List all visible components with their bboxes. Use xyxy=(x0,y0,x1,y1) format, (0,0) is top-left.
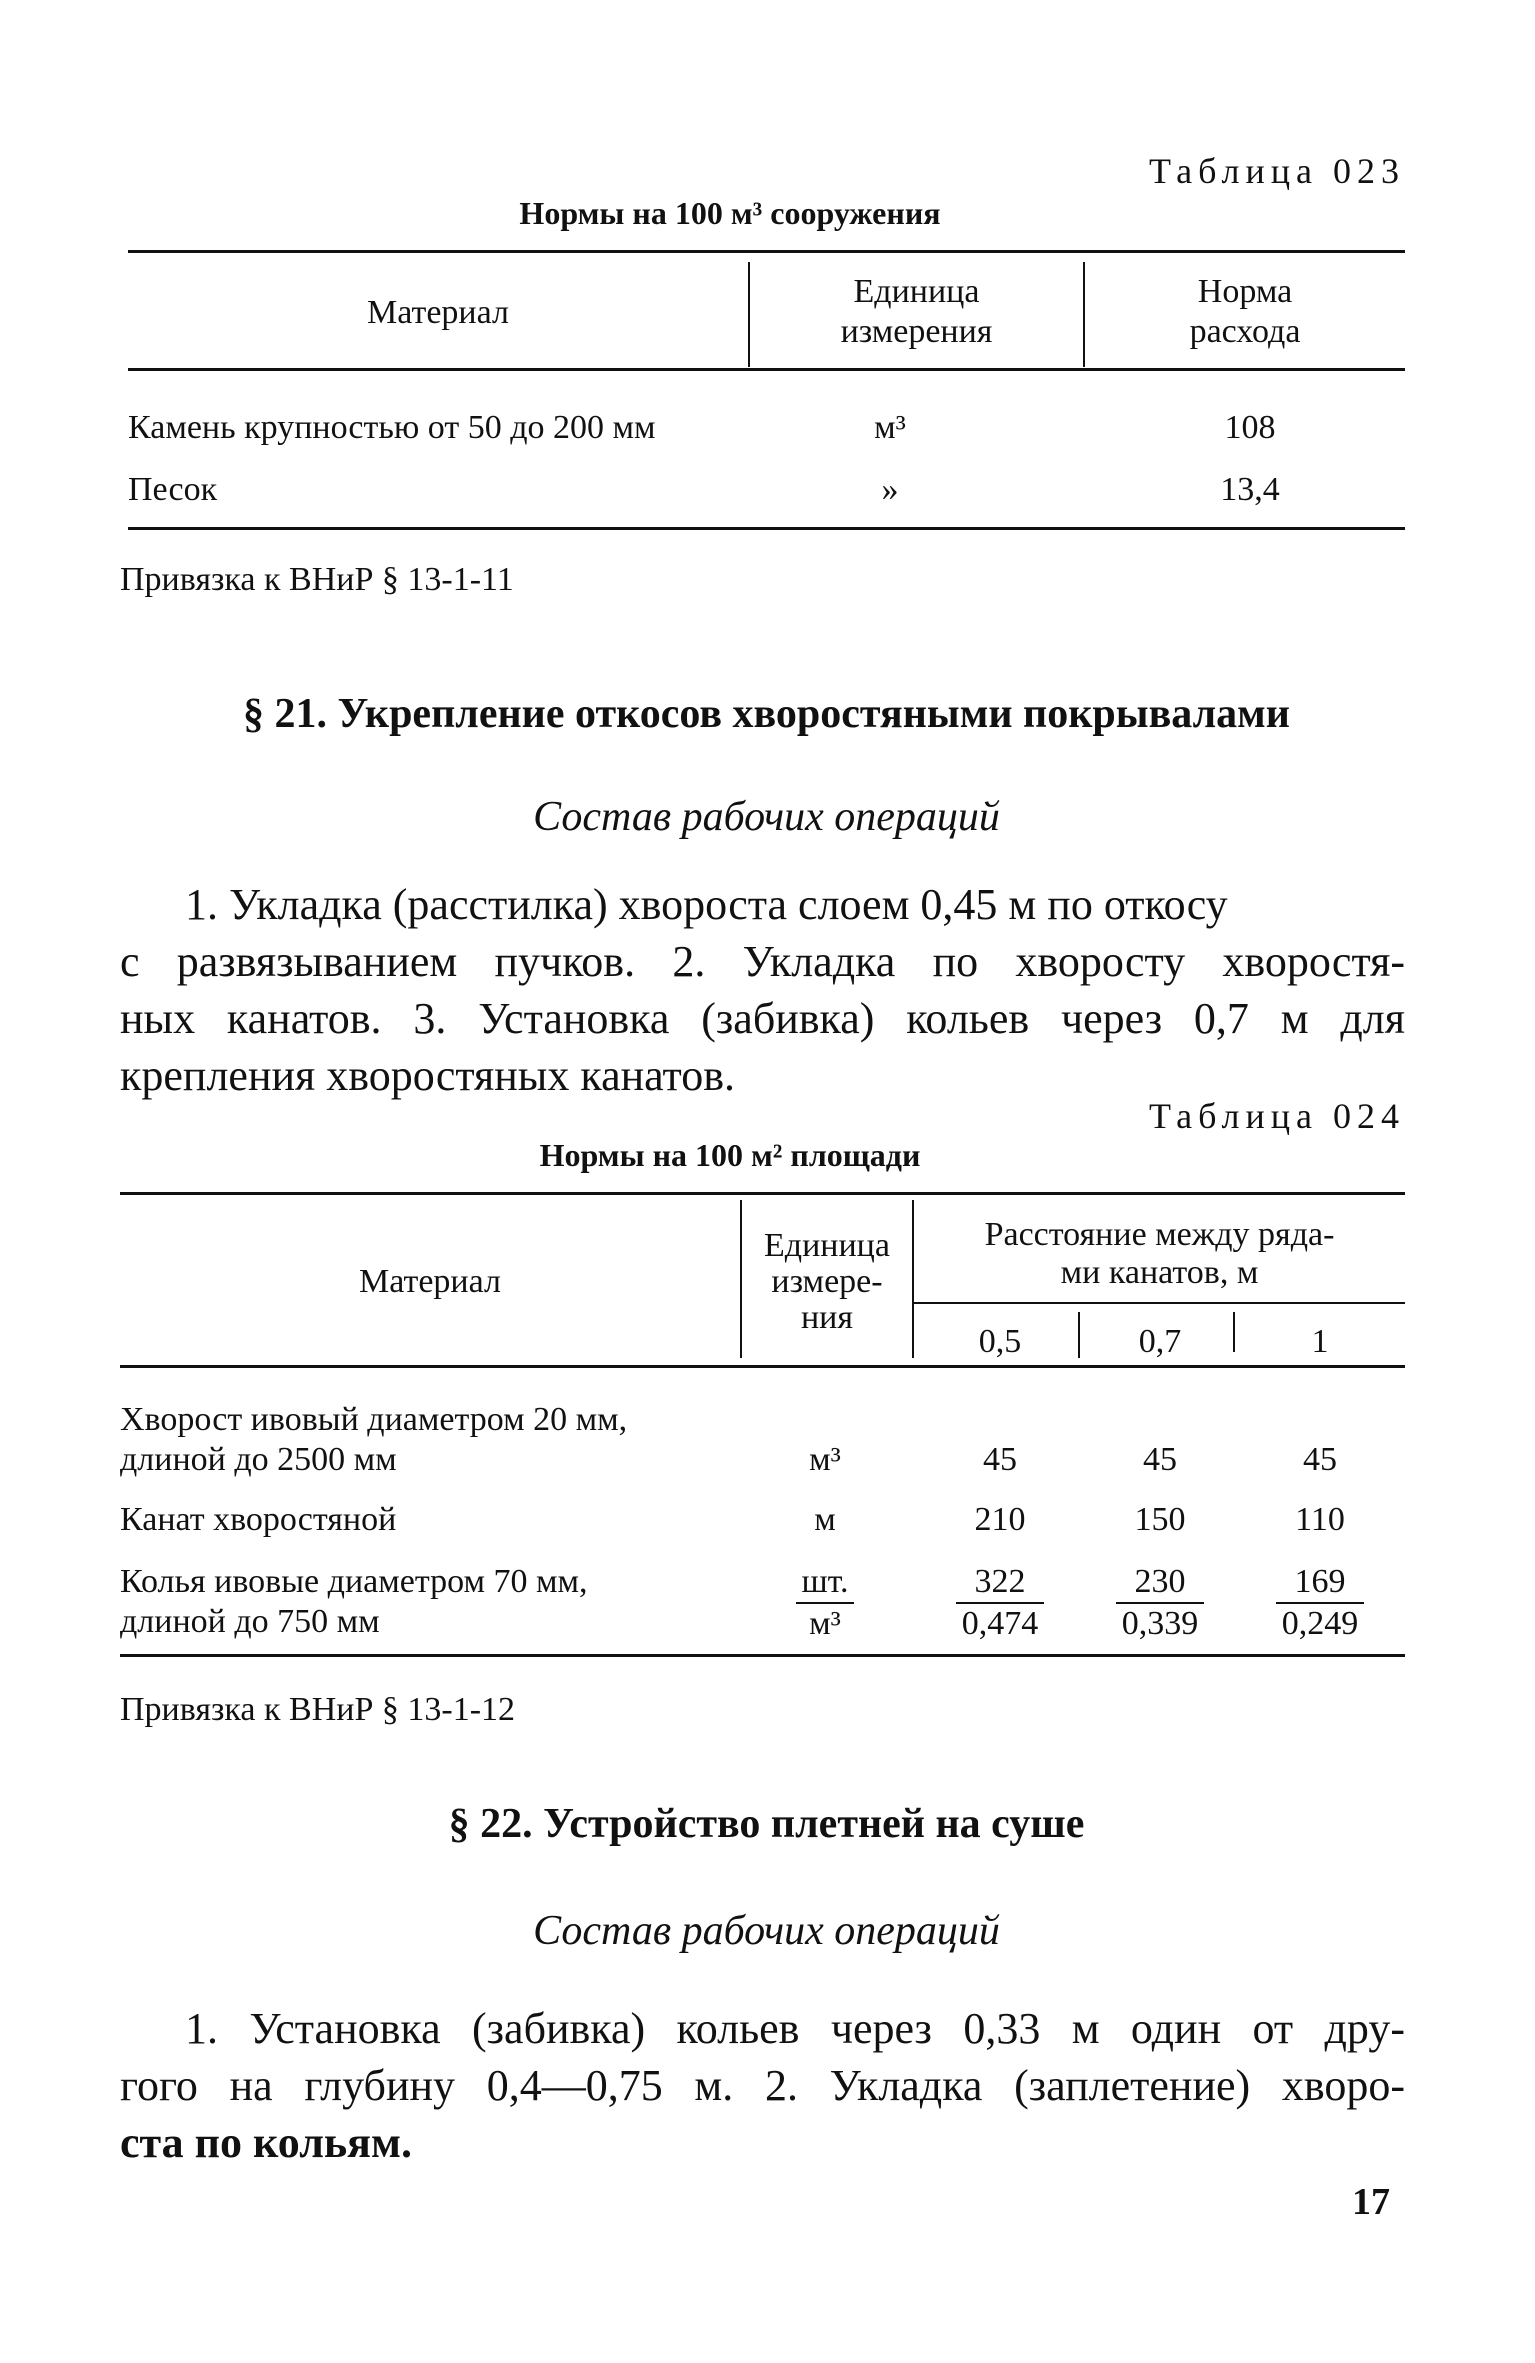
table-cell-value: 45 xyxy=(1143,1441,1177,1478)
fraction-denominator: 0,249 xyxy=(1281,1605,1359,1642)
table-024-reference: Привязка к ВНиР § 13-1-12 xyxy=(120,1691,516,1728)
table-024-label: Таблица 024 xyxy=(1149,1096,1405,1136)
table-cell-norm: 108 xyxy=(1224,409,1276,446)
table-024-header-distance xyxy=(914,1216,1405,1292)
fraction-numerator: 169 xyxy=(1276,1562,1365,1604)
table-024-bottom-rule xyxy=(120,1654,1405,1657)
table-024-subheader-rule xyxy=(914,1302,1405,1304)
row-material-line: длиной до 2500 мм xyxy=(120,1441,397,1478)
header-unit-line-3: ния xyxy=(800,1299,854,1336)
table-row xyxy=(120,1400,760,1480)
section-21-title: § 21. Укрепление откосов хворостяными покрывалами xyxy=(243,691,1290,737)
table-023-top-rule xyxy=(128,250,1405,253)
table-cell-value: 110 xyxy=(1295,1501,1345,1538)
paragraph-line: с развязыванием пучков. 2. Укладка по хворосту хворостя- xyxy=(120,937,1405,986)
table-024-caption: Нормы на 100 м² площади xyxy=(539,1137,921,1173)
table-024-col-07: 0,7 xyxy=(1138,1323,1182,1360)
table-cell-norm: 13,4 xyxy=(1220,471,1280,508)
header-unit-line-1: Единица xyxy=(853,273,980,310)
table-row: Канат хворостяной xyxy=(120,1501,397,1538)
table-cell-unit-fraction xyxy=(770,1562,880,1644)
table-cell-value: 45 xyxy=(983,1441,1017,1478)
table-023-reference: Привязка к ВНиР § 13-1-11 xyxy=(120,561,514,598)
table-cell-value-fraction xyxy=(920,1562,1080,1644)
table-023-header-rule xyxy=(128,368,1405,371)
table-024-col-05: 0,5 xyxy=(978,1323,1022,1360)
table-cell-unit: м³ xyxy=(809,1441,841,1478)
row-material-line: Хворост ивовый диаметром 20 мм, xyxy=(120,1401,628,1438)
paragraph-line: ных канатов. 3. Установка (забивка) кольев через 0,7 м для xyxy=(120,994,1405,1043)
fraction-denominator: 0,339 xyxy=(1121,1605,1199,1642)
section-22-paragraph xyxy=(120,2000,1405,2171)
row-material-line: длиной до 750 мм xyxy=(120,1603,380,1640)
table-cell-value-fraction xyxy=(1240,1562,1400,1644)
table-024-subcol-divider-2 xyxy=(1233,1312,1235,1352)
fraction-numerator: шт. xyxy=(796,1562,855,1604)
row-material-line: Колья ивовые диаметром 70 мм, xyxy=(120,1563,588,1600)
fraction-numerator: 322 xyxy=(956,1562,1045,1604)
paragraph-line: ста по кольям. xyxy=(120,2118,412,2167)
table-024-top-rule xyxy=(120,1192,1405,1195)
section-21-paragraph xyxy=(120,876,1405,1104)
fraction-denominator: 0,474 xyxy=(961,1605,1039,1642)
fraction-numerator: 230 xyxy=(1116,1562,1205,1604)
table-023-label: Таблица 023 xyxy=(1149,151,1405,191)
header-norm-line-1: Норма xyxy=(1197,273,1293,310)
table-cell-unit: м³ xyxy=(874,409,906,446)
table-024-col-1: 1 xyxy=(1311,1323,1329,1360)
paragraph-line: 1. Укладка (расстилка) хвороста слоем 0,45 м по откосу xyxy=(185,880,1228,929)
table-024-header-unit xyxy=(742,1228,912,1336)
table-row xyxy=(120,1562,760,1642)
table-cell-value: 150 xyxy=(1134,1501,1186,1538)
table-cell-unit: м xyxy=(814,1501,836,1538)
header-distance-line-1: Расстояние между ряда- xyxy=(984,1216,1335,1253)
table-024-header-material: Материал xyxy=(359,1263,501,1300)
table-024-header-rule xyxy=(120,1365,1405,1368)
table-cell-value: 210 xyxy=(974,1501,1026,1538)
table-023-header-norm xyxy=(1085,272,1405,352)
paragraph-line: гого на глубину 0,4—0,75 м. 2. Укладка (заплетение) хворо- xyxy=(120,2061,1405,2110)
section-22-title: § 22. Устройство плетней на суше xyxy=(448,1801,1085,1847)
paragraph-line: крепления хворостяных канатов. xyxy=(120,1051,735,1100)
table-cell-unit: » xyxy=(881,471,899,508)
table-024-subcol-divider-1 xyxy=(1078,1312,1080,1358)
header-unit-line-2: измере- xyxy=(771,1263,883,1300)
fraction-denominator: м³ xyxy=(809,1605,841,1642)
table-cell-value: 45 xyxy=(1303,1441,1337,1478)
table-023-header-material: Материал xyxy=(367,294,509,331)
header-norm-line-2: расхода xyxy=(1189,313,1301,350)
table-row: Камень крупностью от 50 до 200 мм xyxy=(128,409,656,446)
header-distance-line-2: ми канатов, м xyxy=(1060,1254,1259,1291)
table-023-caption: Нормы на 100 м³ сооружения xyxy=(519,195,941,231)
table-cell-value-fraction xyxy=(1080,1562,1240,1644)
header-unit-line-1: Единица xyxy=(764,1227,890,1264)
section-22-subtitle: Состав рабочих операций xyxy=(533,1908,1000,1954)
table-023-header-unit xyxy=(750,272,1083,352)
paragraph-line: 1. Установка (забивка) кольев через 0,33 м один от дру- xyxy=(185,2004,1405,2053)
table-023-bottom-rule xyxy=(128,527,1405,530)
section-21-subtitle: Состав рабочих операций xyxy=(533,794,1000,840)
table-row: Песок xyxy=(128,471,218,508)
page-number: 17 xyxy=(1352,2181,1390,2223)
header-unit-line-2: измерения xyxy=(840,313,993,350)
